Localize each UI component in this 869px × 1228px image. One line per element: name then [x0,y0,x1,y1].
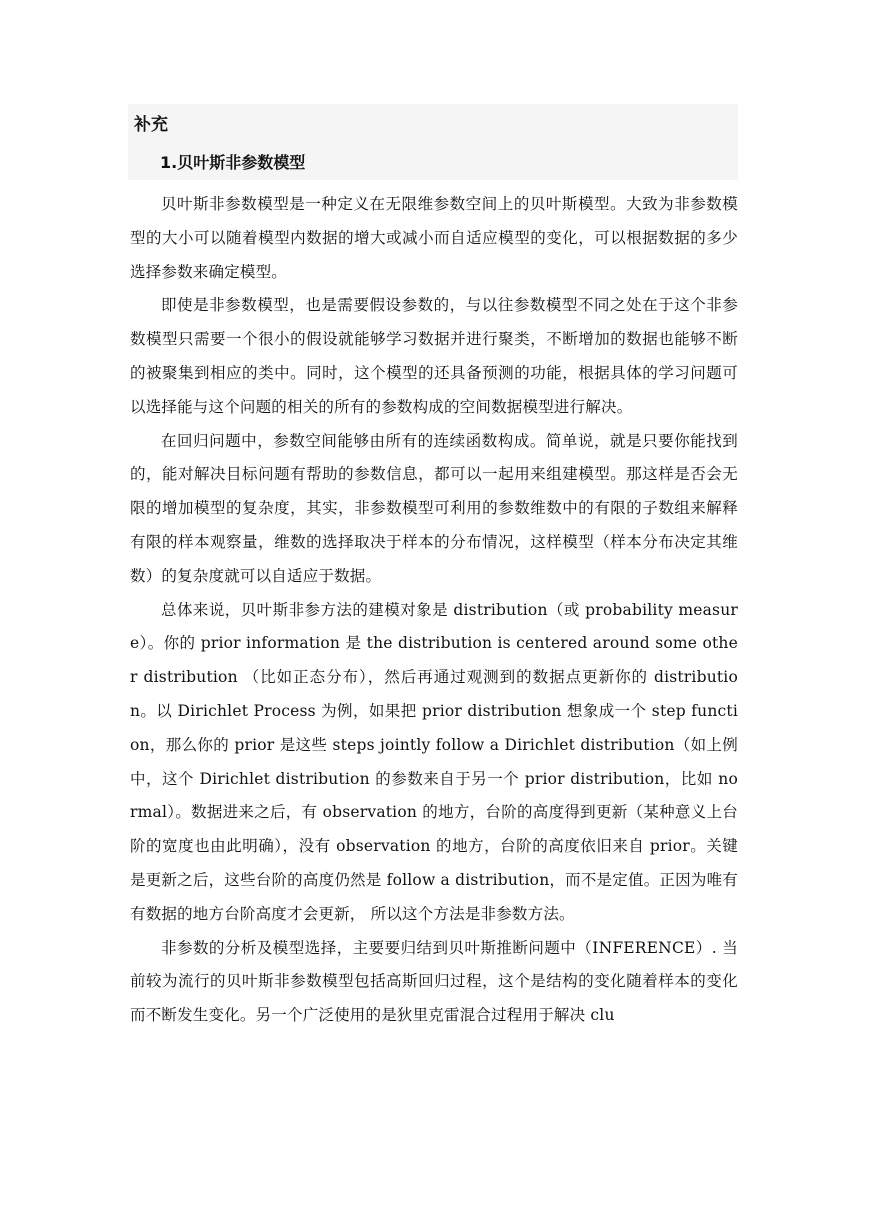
document-body [130,188,738,1033]
paragraph: 即使是非参数模型，也是需要假设参数的，与以往参数模型不同之处在于这个非参数模型只需要一个很小的假设就能够学习数据并进行聚类，不断增加的数据也能够不断的被聚集到相应的类中。同时，这个模型的还具备预测的功能，根据具体的学习问题可以选择能与这个问题的相关的所有的参数构成的空间数据模型进行解决。 [130,296,738,416]
subsection-title: 1.贝叶斯非参数模型 [160,153,306,172]
paragraph: 非参数的分析及模型选择，主要要归结到贝叶斯推断问题中（INFERENCE）. 当前较为流行的贝叶斯非参数模型包括高斯回归过程，这个是结构的变化随着样本的变化而不断发生变化。另一个广泛使用的是狄里克雷混合过程用于解决 clu [130,938,738,1025]
paragraph: 总体来说，贝叶斯非参方法的建模对象是 distribution（或 probability measure）。你的 prior information 是 the distribution is centered around some other distribution （比如正态分布），然后再通过观测到的数据点更新你的 distribution。以 Dirichlet Process 为例，如果把 prior distribution 想象成一个 step function，那么你的 prior 是这些 steps jointly follow a Dirichlet distribution（如上例中，这个 Dirichlet distribution 的参数来自于另一个 prior distribution，比如 normal）。数据进来之后，有 observation 的地方，台阶的高度得到更新（某种意义上台阶的宽度也由此明确），没有 observation 的地方，台阶的高度依旧来自 prior。关键是更新之后，这些台阶的高度仍然是 follow a distribution，而不是定值。正因为唯有有数据的地方台阶高度才会更新， 所以这个方法是非参数方法。 [130,600,738,923]
section-title: 补充 [134,115,168,135]
paragraph: 在回归问题中，参数空间能够由所有的连续函数构成。简单说，就是只要你能找到的，能对解决目标问题有帮助的参数信息，都可以一起用来组建模型。那这样是否会无限的增加模型的复杂度，其实，非参数模型可利用的参数维数中的有限的子数组来解释有限的样本观察量，维数的选择取决于样本的分布情况，这样模型（样本分布决定其维数）的复杂度就可以自适应于数据。 [130,431,738,585]
paragraph: 贝叶斯非参数模型是一种定义在无限维参数空间上的贝叶斯模型。大致为非参数模型的大小可以随着模型内数据的增大或减小而自适应模型的变化，可以根据数据的多少选择参数来确定模型。 [130,195,738,281]
